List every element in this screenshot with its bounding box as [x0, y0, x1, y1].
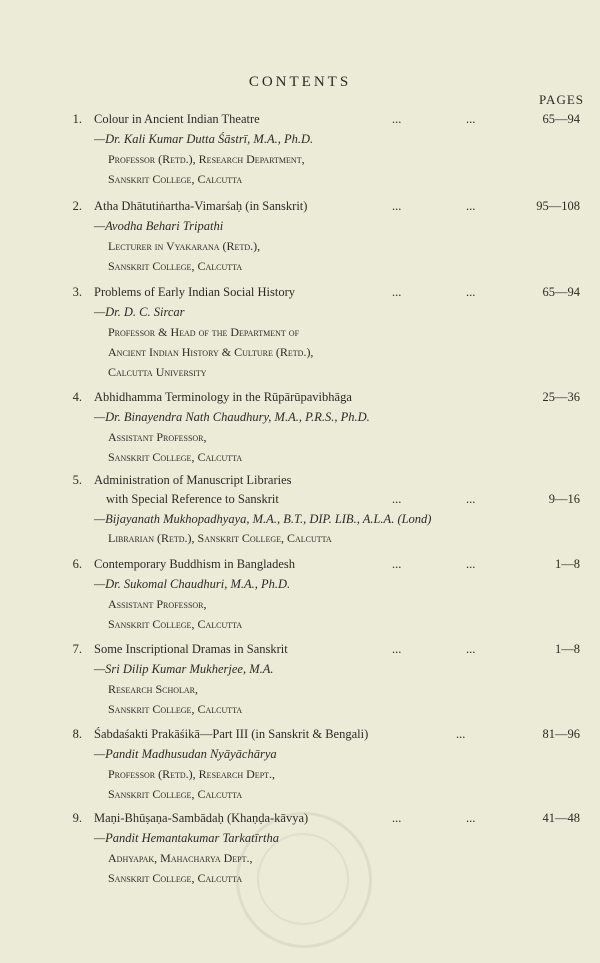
entry-author: —Dr. Binayendra Nath Chaudhury, M.A., P.R.S., Ph.D. — [94, 410, 370, 424]
leader-dots: ... — [466, 199, 476, 213]
entry-pages: 65—94 — [542, 112, 580, 126]
leader-dots: ... — [466, 557, 476, 571]
entry-pages: 65—94 — [542, 285, 580, 299]
entry-affiliation: Assistant Professor, — [108, 597, 207, 611]
leader-dots: ... — [392, 285, 402, 299]
entry-affiliation: Ancient Indian History & Culture (Retd.), — [108, 345, 314, 359]
entry-title: Colour in Ancient Indian Theatre — [94, 112, 260, 126]
entry-affiliation: Sanskrit College, Calcutta — [108, 871, 243, 885]
entry-title: Some Inscriptional Dramas in Sanskrit — [94, 642, 288, 656]
leader-dots: ... — [466, 811, 476, 825]
entry-number: 1. — [72, 112, 82, 126]
entry-affiliation: Adhyapak, Mahacharya Dept., — [108, 851, 253, 865]
entry-author: —Dr. Kali Kumar Dutta Śāstrī, M.A., Ph.D. — [94, 132, 314, 146]
entry-pages: 81—96 — [542, 727, 580, 741]
entry-affiliation: Sanskrit College, Calcutta — [108, 787, 243, 801]
entry-number: 7. — [72, 642, 82, 656]
leader-dots: ... — [392, 199, 402, 213]
leader-dots: ... — [466, 285, 476, 299]
entry-title: Abhidhamma Terminology in the Rūpārūpavibhāga — [94, 390, 352, 404]
leader-dots: ... — [466, 492, 476, 506]
entry-affiliation: Sanskrit College, Calcutta — [108, 450, 243, 464]
entry-author: —Pandit Hemantakumar Tarkatīrtha — [94, 831, 279, 845]
entry-affiliation: Professor (Retd.), Research Dept., — [108, 767, 276, 781]
entry-pages: 41—48 — [542, 811, 580, 825]
entry-pages: 95—108 — [536, 199, 580, 213]
entry-number: 2. — [72, 199, 82, 213]
entry-title: Maṇi-Bhūṣaṇa-Sambādaḥ (Khaṇḍa-kāvya) — [94, 811, 309, 825]
entry-author: —Avodha Behari Tripathi — [94, 219, 224, 233]
entry-author: —Dr. D. C. Sircar — [94, 305, 185, 319]
entry-pages: 1—8 — [555, 557, 580, 571]
entry-pages: 1—8 — [555, 642, 580, 656]
leader-dots: ... — [392, 557, 402, 571]
entry-title: Śabdaśakti Prakāśikā—Part III (in Sanskrit & Bengali) — [94, 727, 369, 741]
page-title: CONTENTS — [248, 74, 352, 90]
leader-dots: ... — [392, 642, 402, 656]
entry-number: 4. — [72, 390, 82, 404]
entry-pages: 9—16 — [548, 492, 580, 506]
entry-pages: 25—36 — [542, 390, 580, 404]
entry-author: —Pandit Madhusudan Nyāyāchārya — [94, 747, 277, 761]
entry-number: 9. — [72, 811, 82, 825]
leader-dots: ... — [392, 112, 402, 126]
entry-number: 5. — [72, 473, 82, 487]
pages-column-label: PAGES — [539, 92, 584, 107]
entry-author: —Sri Dilip Kumar Mukherjee, M.A. — [94, 662, 274, 676]
stamp-inner-ring — [257, 833, 349, 925]
entry-title: Problems of Early Indian Social History — [94, 285, 296, 299]
entry-number: 3. — [72, 285, 82, 299]
entry-title: Contemporary Buddhism in Bangladesh — [94, 557, 296, 571]
leader-dots: ... — [466, 112, 476, 126]
entry-title: Administration of Manuscript Libraries — [94, 473, 292, 487]
entry-number: 6. — [72, 557, 82, 571]
entry-affiliation: Lecturer in Vyakarana (Retd.), — [108, 239, 261, 253]
entry-affiliation: Sanskrit College, Calcutta — [108, 617, 243, 631]
leader-dots: ... — [392, 811, 402, 825]
entry-affiliation: Professor & Head of the Department of — [108, 325, 300, 339]
entry-author: —Dr. Sukomal Chaudhuri, M.A., Ph.D. — [94, 577, 291, 591]
leader-dots: ... — [392, 492, 402, 506]
entry-title: Atha Dhātutiṅartha-Vimarśaḥ (in Sanskrit) — [94, 199, 308, 213]
entry-affiliation: Librarian (Retd.), Sanskrit College, Calcutta — [108, 531, 332, 545]
entry-affiliation: Sanskrit College, Calcutta — [108, 259, 243, 273]
leader-dots: ... — [456, 727, 466, 741]
entry-affiliation: Calcutta University — [108, 365, 207, 379]
entry-affiliation: Research Scholar, — [108, 682, 199, 696]
entry-affiliation: Sanskrit College, Calcutta — [108, 702, 243, 716]
leader-dots: ... — [466, 642, 476, 656]
entry-author: —Bijayanath Mukhopadhyaya, M.A., B.T., DIP. LIB., A.L.A. (Lond) — [94, 512, 432, 526]
entry-affiliation: Professor (Retd.), Research Department, — [108, 152, 305, 166]
entry-affiliation: Assistant Professor, — [108, 430, 207, 444]
entry-title: with Special Reference to Sanskrit — [106, 492, 279, 506]
entry-affiliation: Sanskrit College, Calcutta — [108, 172, 243, 186]
entry-number: 8. — [72, 727, 82, 741]
library-stamp-watermark — [236, 812, 372, 948]
